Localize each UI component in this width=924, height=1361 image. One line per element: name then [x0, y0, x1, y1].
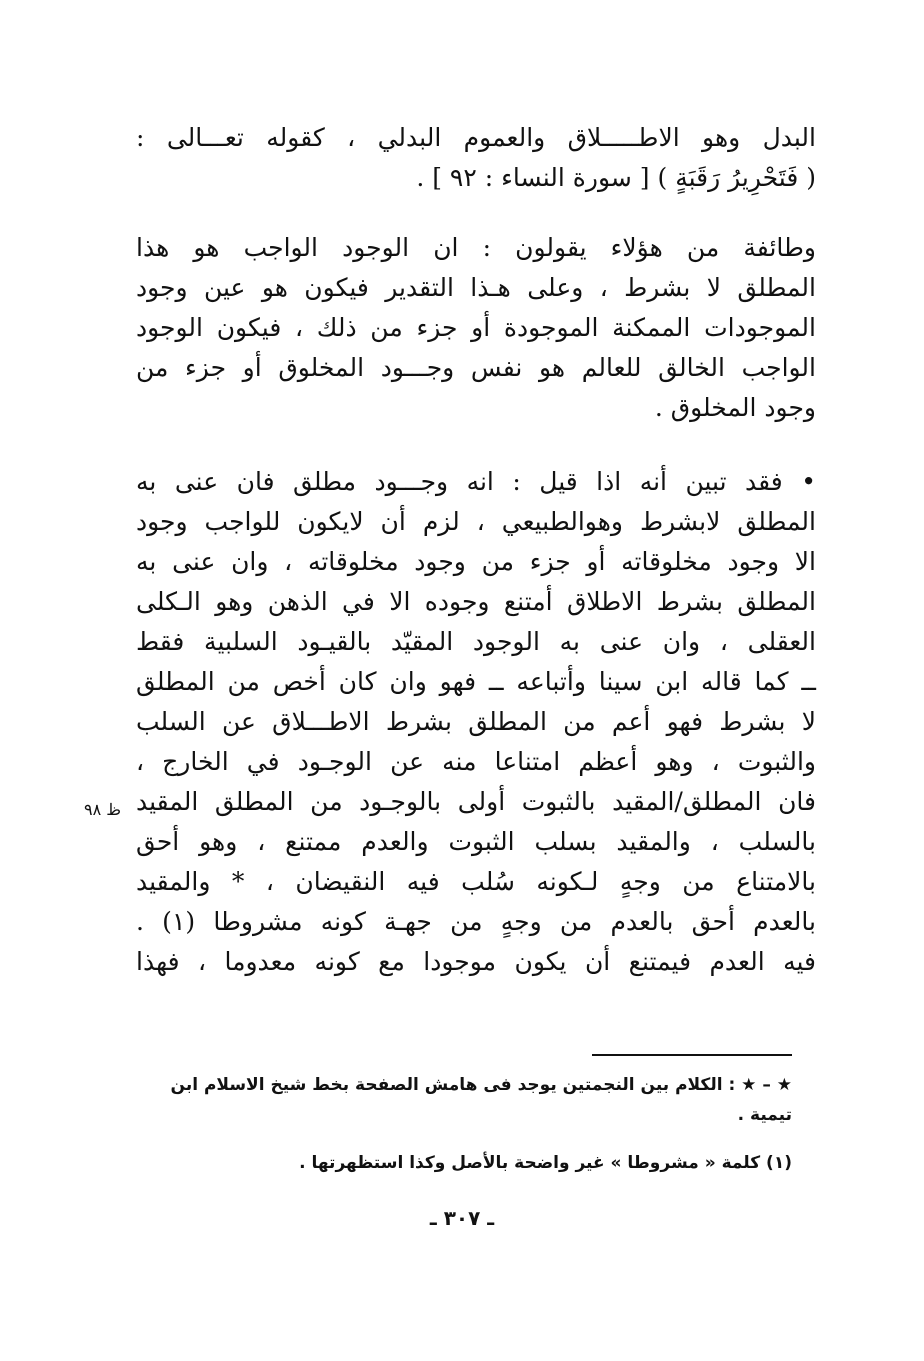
- text-line: بالامتناع من وجهٍ لـكونه سُلب فيه النقيضان ، * والمقيد: [136, 867, 816, 896]
- text-line: فان المطلق/المقيد بالثبوت أولى بالوجـود من المطلق المقيد: [136, 787, 816, 816]
- text-line: لا بشرط فهو أعم من المطلق بشرط الاطـــلاق عن السلب: [136, 707, 816, 736]
- text-line: المطلق لابشرط وهوالطبيعي ، لزم أن لايكون للواجب وجود: [136, 507, 816, 536]
- text-line: وجود المخلوق .: [654, 393, 816, 422]
- text-line: فيه العدم فيمتنع أن يكون موجودا مع كونه معدوما ، فهذا: [136, 947, 816, 976]
- manuscript-folio-marker: ظ ٩٨: [84, 800, 122, 819]
- text-line: بالعدم أحق بالعدم من وجهٍ من جهـة كونه مشروطا (١) .: [136, 907, 816, 936]
- page-number: ـ ٣٠٧ ـ: [429, 1206, 495, 1230]
- paragraph-absolute-existence: [136, 462, 816, 982]
- text-line: العقلى ، وان عنى به الوجود المقيّد بالقيـود السلبية فقط: [136, 627, 816, 656]
- footnote-divider: [592, 1054, 792, 1056]
- paragraph-necessary-existence: [136, 228, 816, 428]
- text-line: الا وجود مخلوقاته أو جزء من وجود مخلوقاته ، وان عنى به: [136, 547, 816, 576]
- text-line: المطلق لا بشرط ، وعلى هـذا التقدير فيكون هو عين وجود: [136, 273, 816, 302]
- text-line: الموجودات الممكنة الموجودة أو جزء من ذلك ، فيكون الوجود: [136, 313, 816, 342]
- footnote-1: (١) كلمة « مشروطا » غير واضحة بالأصل وكذا استظهرتها .: [299, 1153, 792, 1173]
- text-line: والثبوت ، وهو أعظم امتناعا منه عن الوجـود في الخارج ،: [136, 747, 816, 776]
- text-line: ــ كما قاله ابن سينا وأتباعه ــ فهو وان كان أخص من المطلق: [136, 667, 816, 696]
- text-line: ( فَتَحْرِيرُ رَقَبَةٍ ) [ سورة النساء : ٩٢ ] .: [416, 163, 816, 192]
- paragraph-verse-citation: [136, 118, 816, 198]
- text-line: البدل وهو الاطـــــلاق والعموم البدلي ، كقوله تعـــالى :: [136, 123, 816, 152]
- footnote-asterisk: ★ – ★ : الكلام بين النجمتين يوجد فى هامش الصفحة بخط شيخ الاسلام ابن تيمية .: [170, 1075, 792, 1125]
- text-line: بالسلب ، والمقيد بسلب الثبوت والعدم ممتنع ، وهو أحق: [136, 827, 816, 856]
- text-line: المطلق بشرط الاطلاق أمتنع وجوده الا في الذهن وهو الـكلى: [136, 587, 816, 616]
- text-line: وطائفة من هؤلاء يقولون : ان الوجود الواجب هو هذا: [136, 233, 816, 262]
- text-line: • فقد تبين أنه اذا قيل : انه وجـــود مطلق فان عنى به: [136, 467, 816, 496]
- text-line: الواجب الخالق للعالم هو نفس وجـــود المخلوق أو جزء من: [136, 353, 816, 382]
